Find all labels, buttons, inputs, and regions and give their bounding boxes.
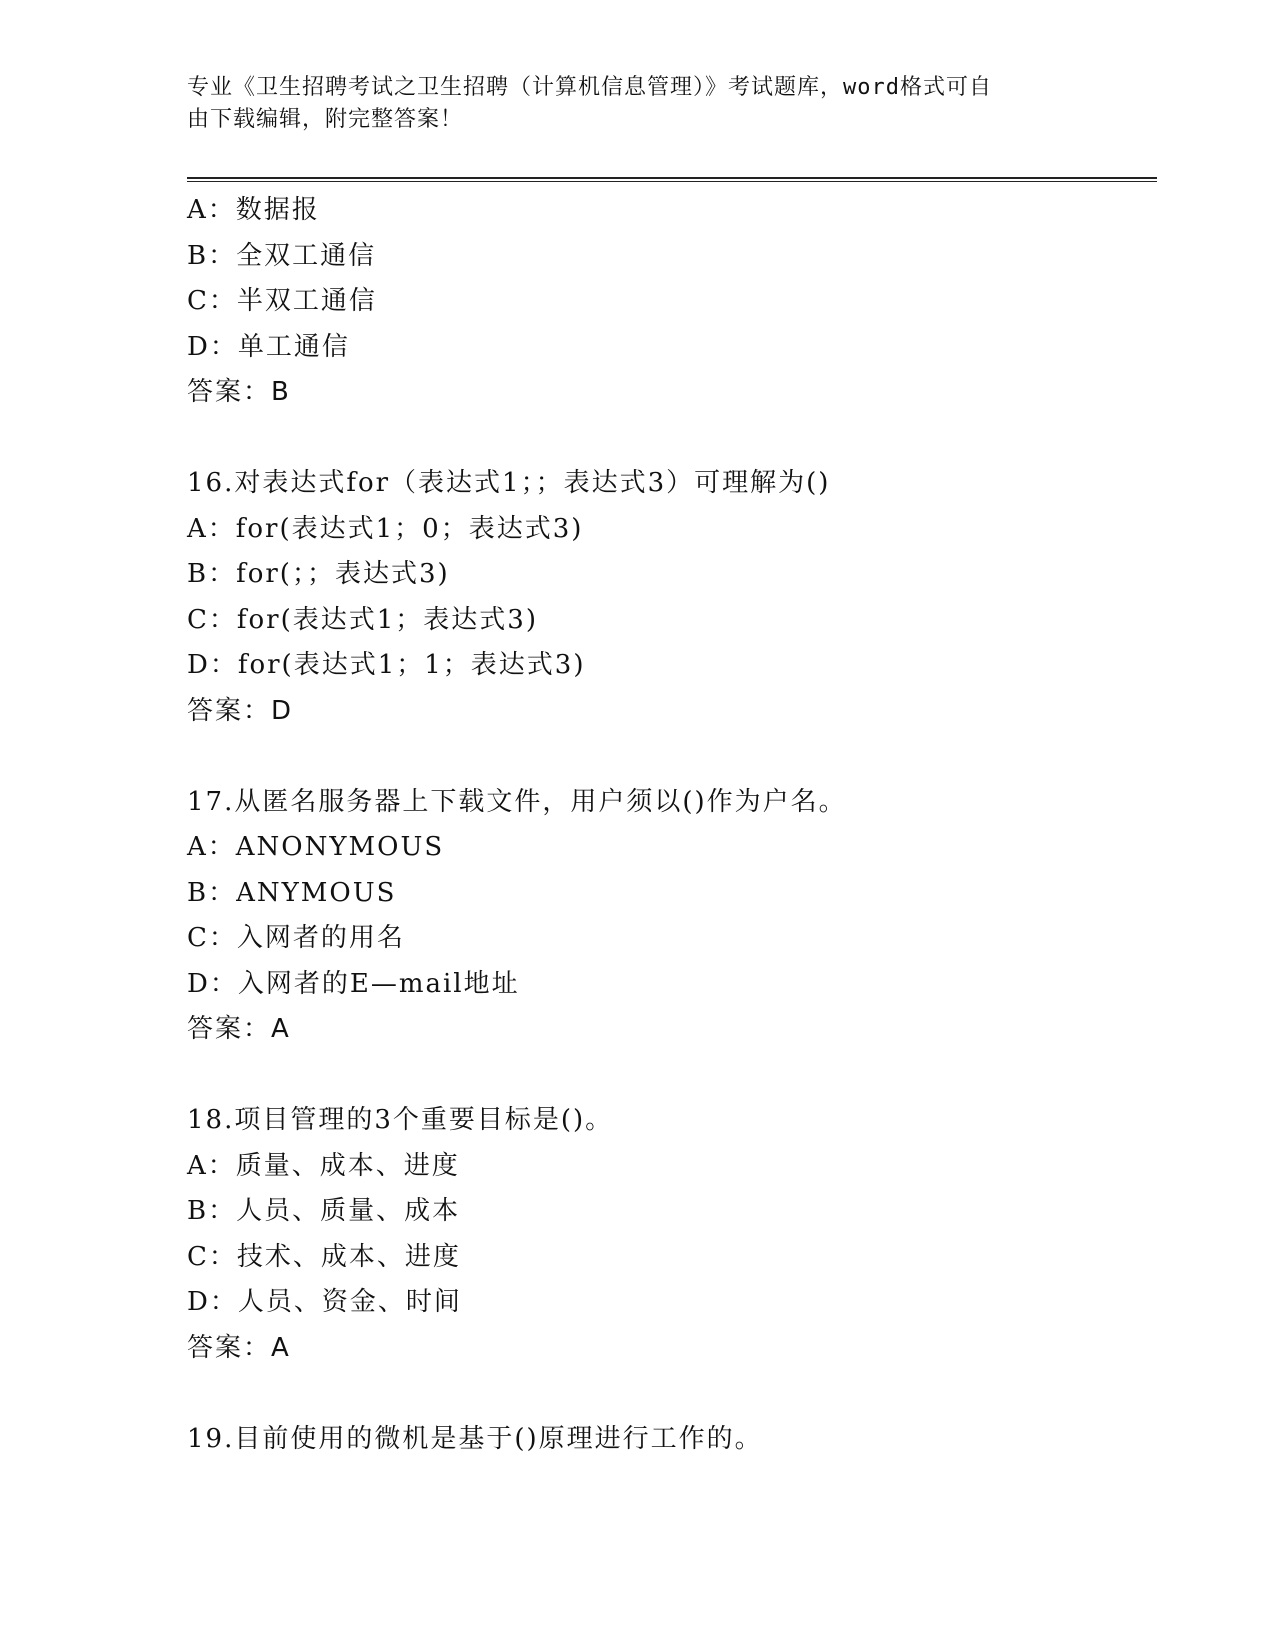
answer: 答案：D [187, 695, 294, 726]
question-15 [187, 188, 1157, 416]
option-a: A：质量、成本、进度 [187, 1150, 460, 1181]
option-c: C：技术、成本、进度 [187, 1241, 461, 1272]
option-c: C：for(表达式1；表达式3) [187, 604, 538, 635]
option-a: A：for(表达式1；0；表达式3) [187, 513, 584, 544]
option-c: C：半双工通信 [187, 286, 377, 316]
spacer [187, 1053, 1157, 1099]
spacer [187, 416, 1157, 462]
header-divider [187, 177, 1157, 182]
answer: 答案：A [187, 1014, 291, 1044]
question-18 [187, 1098, 1157, 1371]
option-c: C：入网者的用名 [187, 923, 405, 953]
option-d: D：入网者的E—mail地址 [187, 968, 520, 999]
question-16 [187, 461, 1157, 734]
question-text: 17.从匿名服务器上下载文件，用户须以()作为户名。 [187, 786, 847, 817]
spacer [187, 1371, 1157, 1417]
question-list [187, 188, 1157, 1462]
option-b: B：全双工通信 [187, 240, 377, 271]
option-a: A：ANONYMOUS [187, 832, 445, 862]
question-text: 19.目前使用的微机是基于()原理进行工作的。 [187, 1423, 763, 1454]
option-b: B：for(；；表达式3) [187, 559, 450, 589]
answer: 答案：B [187, 377, 291, 407]
option-b: B：ANYMOUS [187, 877, 397, 908]
question-text: 16.对表达式for（表达式1；；表达式3）可理解为() [187, 468, 831, 498]
question-text: 18.项目管理的3个重要目标是()。 [187, 1105, 614, 1135]
answer: 答案：A [187, 1332, 291, 1363]
question-19 [187, 1417, 1157, 1463]
question-17 [187, 780, 1157, 1053]
option-d: D：人员、资金、时间 [187, 1287, 462, 1317]
spacer [187, 734, 1157, 780]
header-line-2: 由下载编辑，附完整答案！ [187, 107, 464, 132]
option-a: A：数据报 [187, 195, 320, 225]
option-d: D：单工通信 [187, 331, 350, 362]
option-b: B：人员、质量、成本 [187, 1196, 461, 1226]
header-line-1: 专业《卫生招聘考试之卫生招聘（计算机信息管理）》考试题库，word格式可自 [187, 75, 992, 100]
option-d: D：for(表达式1；1；表达式3) [187, 650, 586, 680]
document-header [187, 72, 1067, 136]
